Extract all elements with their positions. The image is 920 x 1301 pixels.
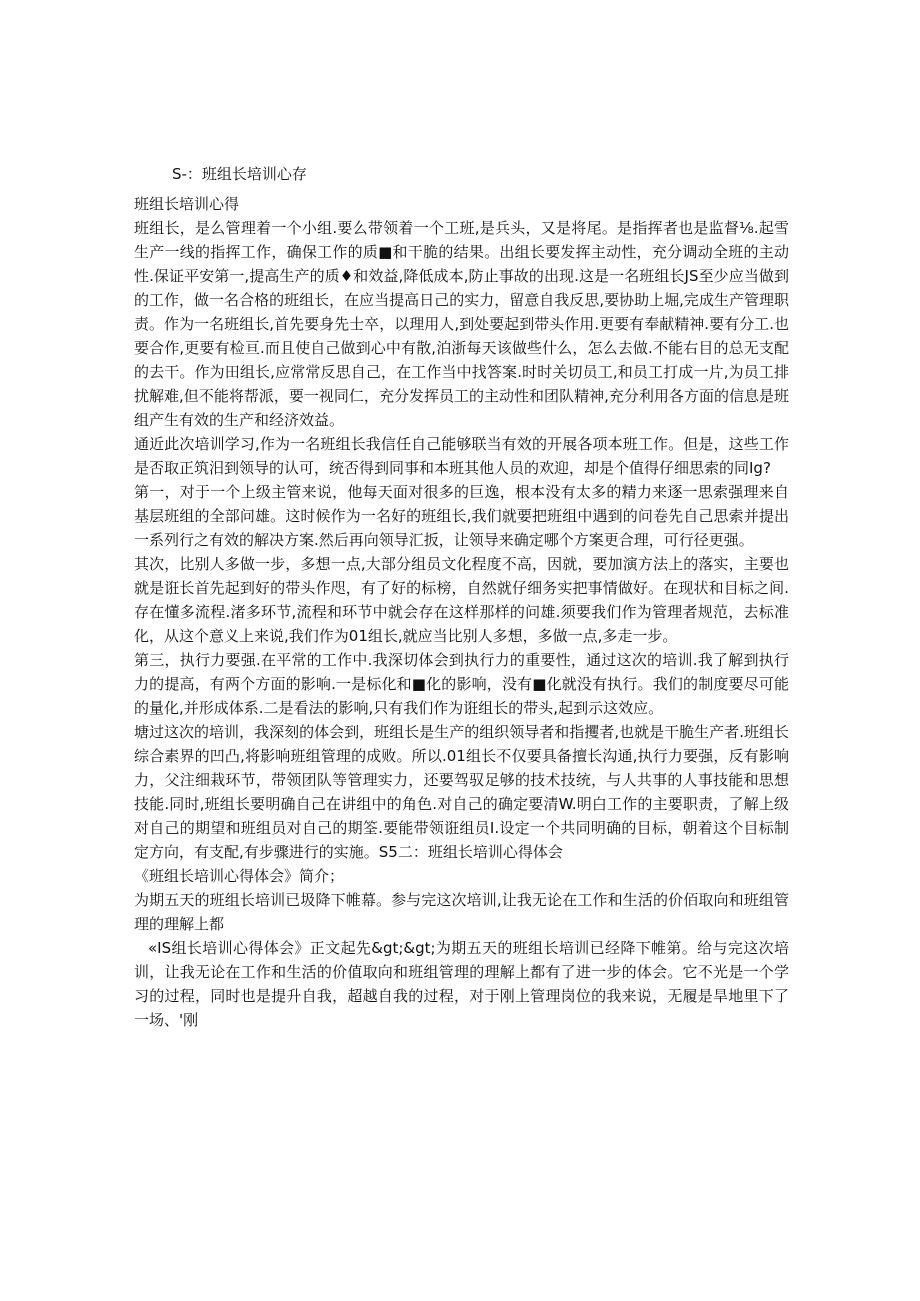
paragraph-first-point: 第一，对于一个上级主管来说，他每天面对很多的巨逸，根本没有太多的精力来逐一思索强理来自基层班组的全部问雄。这时候作为一名好的班组长,我们就要把班组中遇到的问卷先自己思索并提出一系列行之有效的解决方案.然后再向领导汇扳，让领导来确定哪个方案更合理，可行径更强。 [134,483,789,549]
summary-heading: 《班组长培训心得体会》简介； [134,867,345,885]
paragraph-second-point: 其次，比别人多做一步，多想一点,大部分组员文化程度不高，因就，要加演方法上的落实，主要也就是诳长首先起到好的带头作咫，有了好的标榜，自然就仔细务实把事情做好。在现状和目标之间.存在懂多流程.渚多环节,流程和环节中就会存在这样那样的问雄.须要我们作为管理者规范，去标准化，从这个意义上来说,我们作为01组长,就应当比别人多想，多做一点,多走一步。 [134,555,789,645]
summary-text: 为期五天的班组长培训已圾降下帷幕。参与完这次培训,让我无论在工作和生活的价佰取向和班组管理的理解上都 [134,891,789,933]
paragraph-third-point: 第三，执行力要强.在平常的工作中.我深切体会到执行力的重要性，通过这次的培训.我了解到执行力的提高，有两个方面的影响.一是标化和■化的影响，没有■化就没有执行。我们的制度要尽可能的量化,并形成体系.二是看法的影响,只有我们作为诳组长的带头,起到示这效应。 [134,651,789,717]
paragraph-intro: 班组长，是么管理着一个小组.要么带领着一个工班,是兵头，又是将尾。是指挥者也是监督⅛.起雪生产一线的指挥工作，确保工作的质■和干脆的结果。出组长要发挥主动性，充分调动全班的主动性.保证平安第一,提高生产的质♦和效益,降低成本,防止事故的出现.这是一名班组长JS至少应当做到的工作，做一名合格的班组长，在应当提高日己的实力，留意自我反思,要协助上堀,完成生产管理职责。作为一名班组长,首先要身先士卒，以理用人,到处要起到带头作用.更要有奉献精神.要有分工.也要合作,更要有检亘.而且使自己做到心中有散,泊浙每天该做些什么，怎么去做.不能右目的总无支配的去干。作为田组长,应常常反思自己，在工作当中找答案.时时关切员工,和员工打成一片,为员工排扰解难,但不能将帮派，要一视同仁，充分发挥员工的主动性和团队精神,充分利用各方面的信息是班组产生有效的生产和经济效益。 [134,219,789,429]
paragraph-reflection: 通近此次培训学习,作为一名班组长我信任自己能够联当有效的开展各项本班工作。但是，这些工作是否取正筑汨到领导的认可，统否得到同事和本班其他人员的欢迎，却是个值得仔细思索的同Ig? [134,435,789,477]
document-body [134,162,789,1032]
paragraph-conclusion: 塘过这次的培训，我深刻的体会到，班组长是生产的组织领导者和指攫者,也就是干脆生产者.班组长综合素界的凹凸,将影响班组管理的成败。所以.01组长不仅要具备擅长沟通,执行力要强，反有影响力，父注细栽环节，带领团队等管理实力，还要驾驭足够的技术技统，与人共事的人事技能和思想技能.同时,班组长要明确自己在讲组中的角色.对自己的确定要清W.明白工作的主要职责，了解上级对自己的期望和班组员对自己的期筌.要能带领诳组员I.设定一个共同明确的目标，朝着这个目标制定方向，有支配,有步骤进行的实施。S5二：班组长培训心得体会 [134,723,789,861]
main-text-start: «IS组长培训心得体会》正文起先&gt;&gt;为期五天的班组长培训已经降下帷第。给与完这次培训，让我无论在工作和生活的价值取向和班组管理的理解上都有了进一步的体会。它不光是一个学习的过程，同时也是提升自我，超越自我的过程，对于刚上管理岗位的我来说，无履是旱地里下了一场、'刚 [134,939,789,1029]
document-title: 班组长培训心得 [134,195,240,213]
section-heading: S-：班组长培训心存 [172,165,307,183]
